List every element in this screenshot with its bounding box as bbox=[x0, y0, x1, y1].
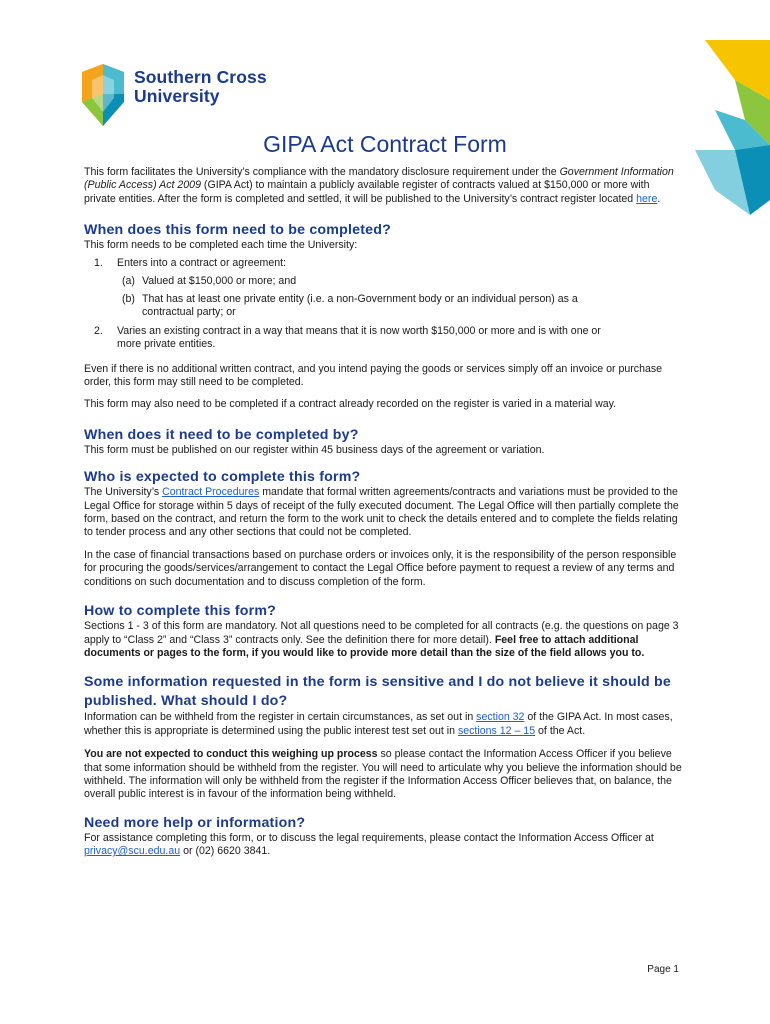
item-text-line2: more private entities. bbox=[117, 337, 216, 350]
item-text-line1: That has at least one private entity (i.e. a non-Government body or an individual person) as a bbox=[142, 292, 578, 305]
s5-paragraph-1 bbox=[84, 711, 684, 738]
list-item-1 bbox=[84, 257, 684, 271]
contract-procedures-link[interactable]: Contract Procedures bbox=[162, 486, 260, 499]
university-logo bbox=[78, 64, 298, 128]
item-number: 2. bbox=[94, 324, 103, 337]
list-item-2 bbox=[84, 325, 684, 353]
s5-paragraph-2 bbox=[84, 748, 684, 802]
s6-paragraph bbox=[84, 832, 684, 859]
item-text: Enters into a contract or agreement: bbox=[117, 256, 286, 269]
s5-text-3: of the Act. bbox=[535, 724, 586, 737]
s6-text: For assistance completing this form, or to discuss the legal requirements, please contact the Information Access Officer at bbox=[84, 831, 654, 844]
s3-paragraph-2: In the case of financial transactions based on purchase orders or invoices only, it is the responsibility of the person responsible for procuring the goods/services/arrangement to contact the Legal Office before payment to request a review of any terms and conditions on such documentation and to discuss completion of the form. bbox=[84, 548, 677, 588]
heading-completed-by: When does it need to be completed by? bbox=[84, 426, 359, 443]
item-text: Valued at $150,000 or more; and bbox=[142, 274, 297, 287]
corner-decoration bbox=[675, 40, 770, 220]
document-body bbox=[84, 166, 684, 859]
list-item-a bbox=[84, 275, 684, 289]
sections-12-15-link[interactable]: sections 12 – 15 bbox=[457, 724, 536, 737]
heading-sensitive-info: Some information requested in the form is sensitive and I do not believe it should be published. What should I do? bbox=[84, 674, 671, 710]
s4-paragraph bbox=[84, 620, 684, 660]
section-32-link[interactable]: section 32 bbox=[476, 711, 525, 724]
heading-who-completes: Who is expected to complete this form? bbox=[84, 469, 361, 486]
item-text-line1: Varies an existing contract in a way that means that it is now worth $150,000 or more and is with one or bbox=[117, 324, 601, 337]
s3-text: The University’s bbox=[84, 486, 163, 499]
item-text-line2: contractual party; or bbox=[142, 305, 236, 318]
s1-paragraph-1: Even if there is no additional written contract, and you intend paying the goods or services simply off an invoice or purchase order, this form may still need to be completed. bbox=[84, 362, 663, 389]
logo-line-1: Southern Cross bbox=[134, 67, 267, 87]
page-number: Page 1 bbox=[647, 964, 679, 975]
intro-end: . bbox=[657, 192, 661, 205]
heading-how-to-complete: How to complete this form? bbox=[84, 603, 277, 620]
page-title: GIPA Act Contract Form bbox=[263, 131, 507, 157]
s4-bold-text: Feel free to attach additional documents or pages to the form, if you would like to provide more detail than the size of the field allows you to. bbox=[84, 633, 645, 659]
intro-text-2: (GIPA Act) to maintain a publicly available register of contracts valued at $150,000 or more with private entities. After the form is completed and settled, it will be published to the University’s contract register located bbox=[84, 179, 650, 205]
intro-text: This form facilitates the University’s compliance with the mandatory disclosure requirement under the bbox=[84, 166, 560, 178]
heading-when-completed: When does this form need to be completed? bbox=[84, 222, 391, 239]
act-name: Government Information (Public Access) Act 2009 bbox=[84, 166, 674, 192]
s6-text-2: or (02) 6620 3841. bbox=[180, 845, 271, 858]
item-label: (b) bbox=[122, 292, 135, 305]
shield-logo-icon bbox=[78, 64, 128, 128]
s5-text: Information can be withheld from the register in certain circumstances, as set out in bbox=[84, 711, 477, 724]
s5-bold-text: You are not expected to conduct this weighing up process bbox=[84, 748, 378, 761]
list-item-b bbox=[84, 293, 684, 321]
s5-text-4: so please contact the Information Access Officer if you believe that some information should be withheld from the register. You will need to articulate why you believe the information should be withheld. The information will only be withheld from the register if the Information Access Officer believes that, on balance, the overall public interest is in favour of the information being withheld. bbox=[84, 748, 682, 801]
s2-paragraph: This form must be published on our register within 45 business days of the agreement or variation. bbox=[84, 443, 545, 456]
s1-paragraph-2: This form may also need to be completed if a contract already recorded on the register is varied in a material way. bbox=[84, 398, 617, 411]
privacy-email-link[interactable]: privacy@scu.edu.au bbox=[84, 845, 181, 858]
s1-lead: This form needs to be completed each time the University: bbox=[84, 239, 358, 252]
s3-paragraph-1 bbox=[84, 486, 684, 540]
s5-text-2: of the GIPA Act. In most cases, whether this is appropriate is determined using the public interest test set out in bbox=[84, 711, 673, 737]
item-label: (a) bbox=[122, 274, 135, 287]
s3-text-2: mandate that formal written agreements/contracts and variations must be provided to the Legal Office for storage within 5 days of receipt of the fully executed document. The Legal Office will then partially complete the form, based on the contract, and return the form to the work unit to check the details entered and to complete the fields relating to tender process and any other sections that could not be completed. bbox=[84, 486, 679, 539]
item-number: 1. bbox=[94, 256, 103, 269]
logo-line-2: University bbox=[134, 86, 220, 106]
register-link[interactable]: here bbox=[636, 192, 658, 205]
intro-paragraph bbox=[84, 166, 684, 206]
heading-more-help: Need more help or information? bbox=[84, 814, 306, 831]
s4-text: Sections 1 - 3 of this form are mandatory. Not all questions need to be completed for all contracts (e.g. the questions on page 3 apply to “Class 2” and “Class 3” contracts only. See the definition there for more detail). bbox=[84, 620, 679, 646]
